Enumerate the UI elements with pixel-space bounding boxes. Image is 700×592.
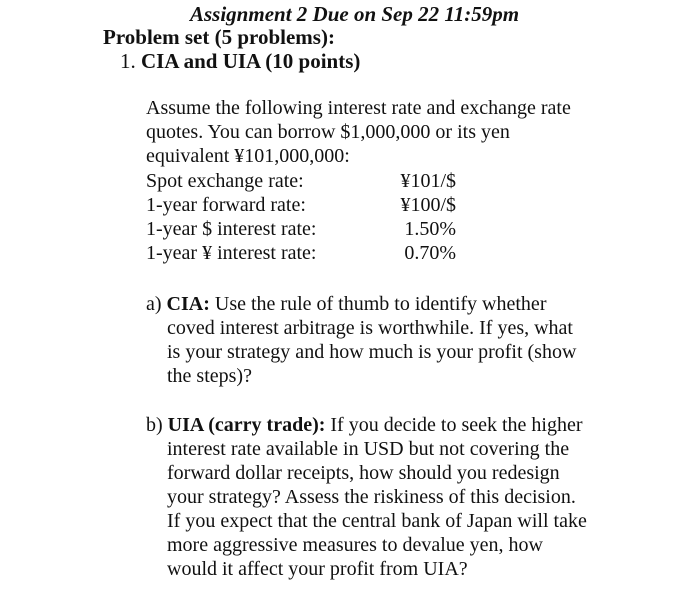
rates-values (380, 169, 456, 265)
question-a-text: Use the rule of thumb to identify whether (214, 293, 547, 315)
question-a-heading: CIA: (166, 293, 210, 315)
question-b-line: forward dollar receipts, how should you redesign (167, 462, 560, 484)
intro-line: quotes. You can borrow $1,000,000 or its yen (146, 121, 510, 143)
intro-line: Assume the following interest rate and exchange rate (146, 97, 571, 119)
question-b-first-line (146, 413, 587, 437)
question-a-line: coved interest arbitrage is worthwhile. If yes, what (167, 317, 573, 339)
question-b-line: your strategy? Assess the riskiness of this decision. (167, 486, 576, 508)
rate-label-forward: 1-year forward rate: (146, 194, 306, 216)
question-a-first-line (146, 292, 576, 316)
rate-label-yen-interest: 1-year ¥ interest rate: (146, 242, 317, 264)
rate-label-usd-interest: 1-year $ interest rate: (146, 218, 317, 240)
problem-heading (120, 49, 360, 74)
question-b-heading: UIA (carry trade): (167, 414, 326, 436)
question-b-line: If you expect that the central bank of Japan will take (167, 510, 587, 532)
problem-number: 1. (120, 49, 136, 73)
problem-set-heading: Problem set (5 problems): (103, 25, 335, 49)
rate-value-usd-interest: 1.50% (404, 218, 456, 240)
question-b-line: interest rate available in USD but not covering the (167, 438, 570, 460)
question-b-text: If you decide to seek the higher (330, 414, 583, 436)
rate-label-spot: Spot exchange rate: (146, 170, 304, 192)
question-b-line: would it affect your profit from UIA? (167, 558, 468, 580)
problem-title: CIA and UIA (10 points) (141, 49, 361, 73)
rates-labels (146, 169, 316, 265)
rate-value-forward: ¥100/$ (400, 194, 456, 216)
assignment-title: Assignment 2 Due on Sep 22 11:59pm (190, 2, 520, 26)
question-b-prefix: b) (146, 414, 163, 436)
rate-value-spot: ¥101/$ (400, 170, 456, 192)
question-a-prefix: a) (146, 293, 162, 315)
intro-line: equivalent ¥101,000,000: (146, 145, 350, 167)
question-a (146, 292, 576, 388)
rate-value-yen-interest: 0.70% (404, 242, 456, 264)
question-a-line: the steps)? (167, 365, 252, 387)
question-b (146, 413, 587, 581)
question-b-line: more aggressive measures to devalue yen, how (167, 534, 543, 556)
intro-paragraph (146, 96, 571, 168)
question-a-line: is your strategy and how much is your profit (show (167, 341, 577, 363)
